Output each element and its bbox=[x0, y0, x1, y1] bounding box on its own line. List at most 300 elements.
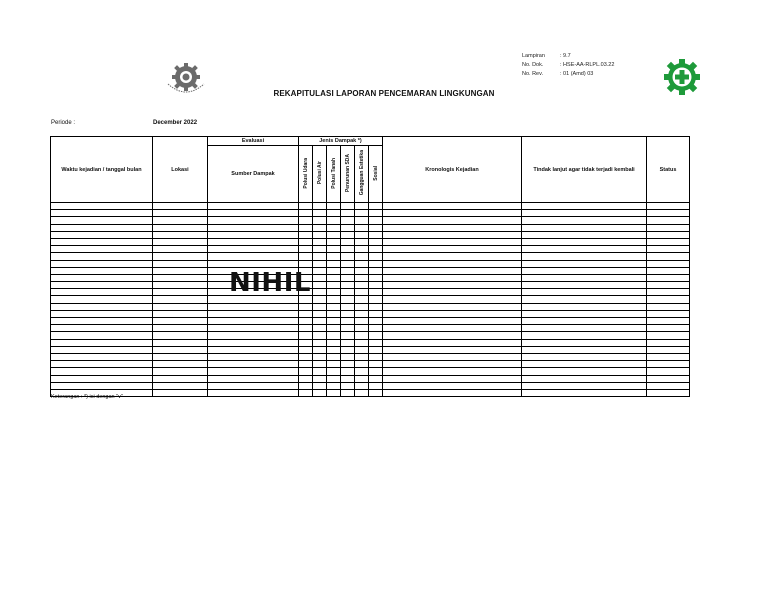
header-gangguan-estetika: Gangguan Estetika bbox=[358, 150, 365, 196]
table-cell bbox=[327, 339, 341, 346]
table-row bbox=[51, 238, 690, 245]
table-cell bbox=[341, 253, 355, 260]
table-cell bbox=[369, 375, 383, 382]
table-cell bbox=[383, 303, 522, 310]
header-tindak-lanjut: Tindak lanjut agar tidak terjadi kembali bbox=[522, 137, 647, 203]
table-cell bbox=[369, 303, 383, 310]
table-cell bbox=[369, 203, 383, 210]
header-polusi-tanah: Polusi Tanah bbox=[330, 157, 337, 189]
header-polusi-air: Polusi Air bbox=[316, 161, 323, 185]
table-row bbox=[51, 282, 690, 289]
document-meta bbox=[522, 52, 614, 79]
table-cell bbox=[299, 389, 313, 396]
table-cell bbox=[327, 353, 341, 360]
table-cell bbox=[313, 203, 327, 210]
table-cell bbox=[369, 274, 383, 281]
table-cell bbox=[208, 224, 299, 231]
no-dok-label: No. Dok. bbox=[522, 62, 544, 68]
table-cell bbox=[153, 310, 208, 317]
table-cell bbox=[383, 346, 522, 353]
table-cell bbox=[647, 267, 690, 274]
footnote: Keterangan : *) isi dengan "v" bbox=[51, 394, 123, 400]
table-cell bbox=[369, 296, 383, 303]
table-cell bbox=[383, 339, 522, 346]
table-cell bbox=[327, 224, 341, 231]
table-cell bbox=[153, 260, 208, 267]
table-row bbox=[51, 361, 690, 368]
table-cell bbox=[299, 339, 313, 346]
table-cell bbox=[313, 325, 327, 332]
table-cell bbox=[153, 267, 208, 274]
table-cell bbox=[208, 339, 299, 346]
table-cell bbox=[383, 332, 522, 339]
table-cell bbox=[51, 238, 153, 245]
table-cell bbox=[313, 375, 327, 382]
table-row bbox=[51, 318, 690, 325]
table-cell bbox=[647, 296, 690, 303]
table-cell bbox=[153, 361, 208, 368]
table-cell bbox=[647, 389, 690, 396]
table-cell bbox=[647, 253, 690, 260]
table-cell bbox=[355, 289, 369, 296]
table-cell bbox=[369, 332, 383, 339]
table-row bbox=[51, 260, 690, 267]
table-cell bbox=[355, 253, 369, 260]
table-cell bbox=[647, 318, 690, 325]
table-cell bbox=[153, 231, 208, 238]
table-cell bbox=[299, 210, 313, 217]
table-cell bbox=[355, 332, 369, 339]
table-cell bbox=[647, 210, 690, 217]
table-cell bbox=[313, 353, 327, 360]
header-waktu: Waktu kejadian / tanggal bulan bbox=[51, 137, 153, 203]
table-row bbox=[51, 210, 690, 217]
table-cell bbox=[327, 260, 341, 267]
table-cell bbox=[51, 382, 153, 389]
table-cell bbox=[153, 318, 208, 325]
table-cell bbox=[341, 231, 355, 238]
table-cell bbox=[208, 217, 299, 224]
table-cell bbox=[383, 231, 522, 238]
table-cell bbox=[341, 217, 355, 224]
table-cell bbox=[369, 282, 383, 289]
header-polusi-udara: Polusi Udara bbox=[302, 157, 309, 189]
table-cell bbox=[51, 210, 153, 217]
table-cell bbox=[327, 238, 341, 245]
table-cell bbox=[313, 382, 327, 389]
table-cell bbox=[51, 231, 153, 238]
table-cell bbox=[341, 346, 355, 353]
table-cell bbox=[299, 375, 313, 382]
table-cell bbox=[153, 289, 208, 296]
table-cell bbox=[355, 382, 369, 389]
table-cell bbox=[208, 325, 299, 332]
table-cell bbox=[355, 325, 369, 332]
table-cell bbox=[369, 310, 383, 317]
table-cell bbox=[355, 310, 369, 317]
table-cell bbox=[327, 318, 341, 325]
table-cell bbox=[327, 203, 341, 210]
table-cell bbox=[647, 282, 690, 289]
table-cell bbox=[355, 238, 369, 245]
table-cell bbox=[208, 368, 299, 375]
table-row bbox=[51, 332, 690, 339]
table-cell bbox=[313, 332, 327, 339]
table-cell bbox=[313, 246, 327, 253]
table-cell bbox=[327, 253, 341, 260]
table-cell bbox=[522, 368, 647, 375]
table-row bbox=[51, 203, 690, 210]
table-cell bbox=[355, 246, 369, 253]
table-cell bbox=[313, 303, 327, 310]
table-cell bbox=[522, 231, 647, 238]
table-cell bbox=[299, 238, 313, 245]
table-cell bbox=[327, 382, 341, 389]
table-cell bbox=[51, 318, 153, 325]
table-cell bbox=[341, 303, 355, 310]
table-cell bbox=[327, 332, 341, 339]
no-rev-label: No. Rev. bbox=[522, 71, 543, 77]
table-row bbox=[51, 224, 690, 231]
table-cell bbox=[522, 260, 647, 267]
table-cell bbox=[647, 346, 690, 353]
table-cell bbox=[647, 339, 690, 346]
table-cell bbox=[153, 346, 208, 353]
table-cell bbox=[522, 303, 647, 310]
table-cell bbox=[341, 267, 355, 274]
table-cell bbox=[355, 296, 369, 303]
table-cell bbox=[327, 303, 341, 310]
table-cell bbox=[341, 274, 355, 281]
table-cell bbox=[383, 260, 522, 267]
table-cell bbox=[327, 267, 341, 274]
table-cell bbox=[355, 361, 369, 368]
periode-label: Periode : bbox=[51, 120, 76, 126]
table-row bbox=[51, 339, 690, 346]
table-cell bbox=[313, 267, 327, 274]
table-cell bbox=[299, 353, 313, 360]
table-cell bbox=[313, 310, 327, 317]
table-cell bbox=[383, 368, 522, 375]
table-cell bbox=[153, 368, 208, 375]
table-cell bbox=[153, 303, 208, 310]
table-cell bbox=[299, 253, 313, 260]
table-cell bbox=[327, 289, 341, 296]
table-cell bbox=[153, 389, 208, 396]
table-cell bbox=[299, 310, 313, 317]
table-cell bbox=[208, 332, 299, 339]
table-cell bbox=[208, 238, 299, 245]
table-cell bbox=[647, 224, 690, 231]
table-cell bbox=[355, 318, 369, 325]
table-row bbox=[51, 353, 690, 360]
table-cell bbox=[341, 238, 355, 245]
table-cell bbox=[341, 310, 355, 317]
table-cell bbox=[208, 210, 299, 217]
table-cell bbox=[327, 210, 341, 217]
table-cell bbox=[153, 332, 208, 339]
table-cell bbox=[208, 231, 299, 238]
table-cell bbox=[341, 375, 355, 382]
table-cell bbox=[355, 267, 369, 274]
table-cell bbox=[647, 353, 690, 360]
table-cell bbox=[299, 332, 313, 339]
table-row bbox=[51, 346, 690, 353]
table-cell bbox=[383, 238, 522, 245]
table-cell bbox=[341, 289, 355, 296]
table-cell bbox=[299, 346, 313, 353]
table-cell bbox=[341, 332, 355, 339]
table-cell bbox=[313, 231, 327, 238]
table-cell bbox=[647, 231, 690, 238]
table-cell bbox=[327, 368, 341, 375]
table-cell bbox=[51, 253, 153, 260]
table-cell bbox=[522, 310, 647, 317]
table-row bbox=[51, 289, 690, 296]
table-cell bbox=[51, 260, 153, 267]
table-cell bbox=[647, 382, 690, 389]
table-cell bbox=[299, 361, 313, 368]
table-cell bbox=[522, 389, 647, 396]
table-cell bbox=[51, 282, 153, 289]
table-cell bbox=[341, 382, 355, 389]
table-cell bbox=[341, 260, 355, 267]
table-cell bbox=[522, 224, 647, 231]
table-cell bbox=[647, 325, 690, 332]
header-penurunan-sda: Penurunan SDA bbox=[344, 153, 351, 193]
table-cell bbox=[522, 353, 647, 360]
table-row bbox=[51, 382, 690, 389]
table-cell bbox=[383, 224, 522, 231]
table-cell bbox=[313, 389, 327, 396]
table-cell bbox=[299, 368, 313, 375]
header-evaluasi: Evaluasi bbox=[208, 137, 299, 146]
table-cell bbox=[369, 289, 383, 296]
table-cell bbox=[153, 203, 208, 210]
table-cell bbox=[327, 346, 341, 353]
table-cell bbox=[327, 325, 341, 332]
table-cell bbox=[341, 339, 355, 346]
table-cell bbox=[153, 296, 208, 303]
table-cell bbox=[313, 238, 327, 245]
no-dok-value: : HSE-AA-RLPL.03.22 bbox=[560, 62, 615, 68]
table-cell bbox=[208, 260, 299, 267]
table-cell bbox=[355, 210, 369, 217]
table-cell bbox=[341, 203, 355, 210]
table-cell bbox=[327, 217, 341, 224]
table-cell bbox=[355, 375, 369, 382]
table-cell bbox=[647, 303, 690, 310]
table-cell bbox=[383, 325, 522, 332]
table-cell bbox=[522, 296, 647, 303]
table-row bbox=[51, 246, 690, 253]
table-cell bbox=[327, 296, 341, 303]
table-cell bbox=[313, 318, 327, 325]
table-cell bbox=[299, 318, 313, 325]
table-cell bbox=[341, 368, 355, 375]
table-cell bbox=[369, 231, 383, 238]
table-cell bbox=[327, 310, 341, 317]
table-cell bbox=[299, 303, 313, 310]
table-cell bbox=[51, 246, 153, 253]
table-cell bbox=[51, 353, 153, 360]
document-title: REKAPITULASI LAPORAN PENCEMARAN LINGKUNGAN bbox=[273, 89, 495, 98]
table-cell bbox=[383, 282, 522, 289]
table-cell bbox=[369, 346, 383, 353]
table-cell bbox=[208, 375, 299, 382]
table-cell bbox=[522, 361, 647, 368]
table-cell bbox=[341, 389, 355, 396]
table-cell bbox=[327, 389, 341, 396]
no-rev-value: : 01 (Amd) 03 bbox=[560, 71, 594, 77]
table-cell bbox=[383, 203, 522, 210]
table-cell bbox=[341, 210, 355, 217]
table-row bbox=[51, 325, 690, 332]
table-cell bbox=[51, 325, 153, 332]
table-cell bbox=[341, 296, 355, 303]
table-cell bbox=[299, 217, 313, 224]
table-cell bbox=[153, 339, 208, 346]
table-cell bbox=[383, 318, 522, 325]
table-cell bbox=[327, 361, 341, 368]
table-cell bbox=[153, 210, 208, 217]
table-cell bbox=[522, 382, 647, 389]
table-cell bbox=[313, 210, 327, 217]
table-cell bbox=[383, 246, 522, 253]
table-cell bbox=[383, 253, 522, 260]
table-cell bbox=[327, 231, 341, 238]
table-cell bbox=[369, 361, 383, 368]
table-cell bbox=[522, 325, 647, 332]
table-cell bbox=[369, 382, 383, 389]
table-row bbox=[51, 389, 690, 396]
table-cell bbox=[383, 361, 522, 368]
table-cell bbox=[208, 310, 299, 317]
periode-value: December 2022 bbox=[153, 120, 198, 126]
table-cell bbox=[313, 274, 327, 281]
table-cell bbox=[522, 318, 647, 325]
table-cell bbox=[299, 224, 313, 231]
table-cell bbox=[51, 339, 153, 346]
table-row bbox=[51, 231, 690, 238]
table-cell bbox=[522, 346, 647, 353]
table-cell bbox=[313, 368, 327, 375]
table-cell bbox=[383, 389, 522, 396]
table-cell bbox=[341, 282, 355, 289]
table-cell bbox=[341, 318, 355, 325]
table-cell bbox=[522, 210, 647, 217]
table-cell bbox=[522, 246, 647, 253]
table-cell bbox=[522, 282, 647, 289]
table-cell bbox=[369, 353, 383, 360]
table-cell bbox=[355, 303, 369, 310]
header-sosial: Sosial bbox=[372, 165, 379, 181]
table-cell bbox=[355, 217, 369, 224]
table-cell bbox=[327, 375, 341, 382]
table-cell bbox=[299, 231, 313, 238]
table-cell bbox=[647, 332, 690, 339]
table-cell bbox=[369, 325, 383, 332]
table-cell bbox=[355, 282, 369, 289]
nihil-stamp: NIHIL bbox=[229, 268, 311, 298]
table-cell bbox=[51, 224, 153, 231]
table-row bbox=[51, 368, 690, 375]
table-row bbox=[51, 303, 690, 310]
table-cell bbox=[51, 296, 153, 303]
table-cell bbox=[369, 253, 383, 260]
table-cell bbox=[522, 238, 647, 245]
table-cell bbox=[383, 353, 522, 360]
table-cell bbox=[369, 217, 383, 224]
table-cell bbox=[327, 246, 341, 253]
table-cell bbox=[51, 361, 153, 368]
table-cell bbox=[51, 267, 153, 274]
table-cell bbox=[153, 282, 208, 289]
table-cell bbox=[153, 382, 208, 389]
table-cell bbox=[299, 246, 313, 253]
table-cell bbox=[647, 246, 690, 253]
table-row bbox=[51, 253, 690, 260]
table-cell bbox=[522, 339, 647, 346]
lampiran-value: : 9.7 bbox=[560, 53, 571, 59]
table-cell bbox=[341, 361, 355, 368]
table-cell bbox=[341, 325, 355, 332]
table-cell bbox=[355, 274, 369, 281]
header-kronologis: Kronologis Kejadian bbox=[383, 137, 522, 203]
table-cell bbox=[341, 224, 355, 231]
table-cell bbox=[313, 289, 327, 296]
table-cell bbox=[153, 217, 208, 224]
table-cell bbox=[313, 339, 327, 346]
table-cell bbox=[341, 246, 355, 253]
table-cell bbox=[208, 246, 299, 253]
table-cell bbox=[369, 339, 383, 346]
table-cell bbox=[369, 224, 383, 231]
table-cell bbox=[369, 389, 383, 396]
table-cell bbox=[208, 203, 299, 210]
table-cell bbox=[299, 260, 313, 267]
table-row bbox=[51, 375, 690, 382]
table-cell bbox=[522, 217, 647, 224]
table-cell bbox=[522, 267, 647, 274]
table-cell bbox=[522, 203, 647, 210]
table-cell bbox=[383, 296, 522, 303]
table-cell bbox=[355, 353, 369, 360]
table-cell bbox=[299, 325, 313, 332]
header-sumber-dampak: Sumber Dampak bbox=[208, 146, 299, 203]
table-cell bbox=[647, 375, 690, 382]
table-cell bbox=[313, 253, 327, 260]
header-lokasi: Lokasi bbox=[153, 137, 208, 203]
table-cell bbox=[369, 318, 383, 325]
table-cell bbox=[153, 375, 208, 382]
table-cell bbox=[383, 375, 522, 382]
table-cell bbox=[313, 361, 327, 368]
header-jenis-dampak: Jenis Dampak *) bbox=[299, 137, 383, 146]
table-cell bbox=[647, 260, 690, 267]
table-cell bbox=[369, 210, 383, 217]
table-cell bbox=[383, 289, 522, 296]
table-cell bbox=[327, 282, 341, 289]
table-cell bbox=[153, 224, 208, 231]
table-cell bbox=[153, 253, 208, 260]
table-cell bbox=[327, 274, 341, 281]
table-cell bbox=[355, 389, 369, 396]
table-cell bbox=[522, 253, 647, 260]
table-cell bbox=[647, 217, 690, 224]
table-cell bbox=[522, 289, 647, 296]
table-cell bbox=[355, 346, 369, 353]
